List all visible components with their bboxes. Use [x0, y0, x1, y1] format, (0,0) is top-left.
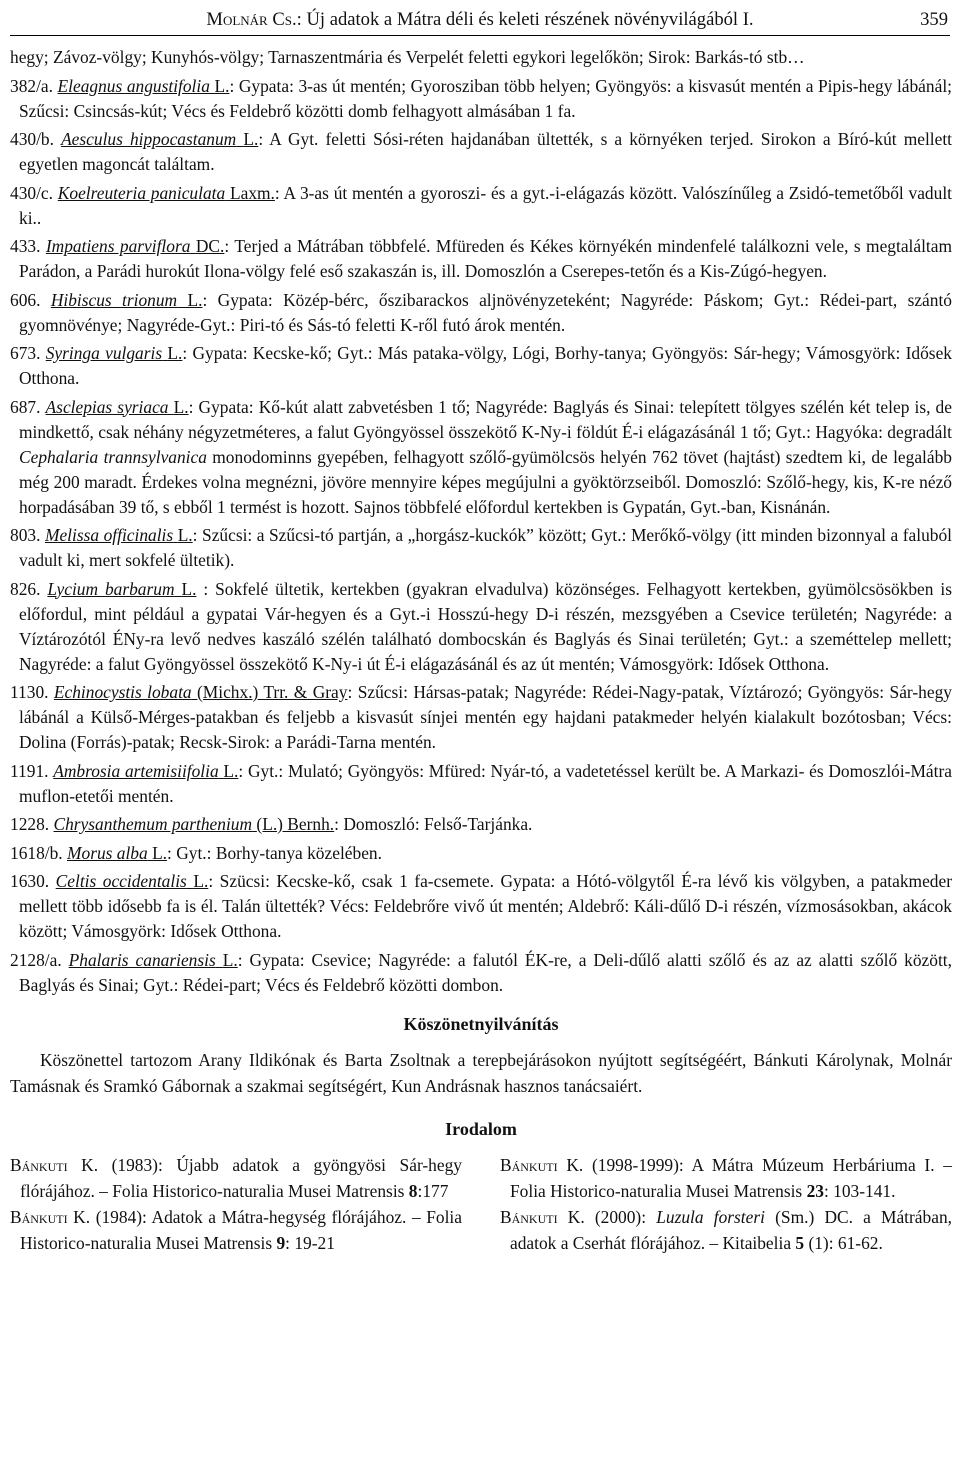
reference-item: Bánkuti K. (1998-1999): A Mátra Múzeum Herbáriuma I. – Folia Historico-naturalia Musei Matrensis 23: 103-141.: [500, 1154, 952, 1201]
entry-text: : Gypata: Kő-kút alatt zabvetésben 1 tő; Nagyréde: Baglyás és Sinai: telepített tölgyes szélén két telep is, de mindkettő, csak néhány négyzetméteres, a falut Gyöngyössel összekötő K-Ny-i földút É-i elágazásánál 1 tő; Gyt.: Hagyóka: degradált: [19, 396, 952, 442]
entry-number: 803.: [10, 525, 41, 545]
entry-number: 430/b.: [10, 129, 54, 149]
species-author: L.: [152, 842, 168, 863]
reference-column-right: [500, 1152, 952, 1256]
reference-list: [10, 1152, 952, 1256]
entry-text: : A Gyt. feletti Sósi-réten hajdanában ültették, s a környéken terjed. Sirokon a Bíró-kút mellett egyetlen magoncát találtam.: [19, 129, 953, 174]
species-name: Lycium barbarum: [47, 578, 175, 599]
species-entry: [10, 869, 952, 944]
species-entry: [10, 181, 952, 231]
species-name: Morus alba: [67, 842, 148, 863]
entry-text: : A 3-as út mentén a gyoroszi- és a gyt.-i-elágazás között. Valószínűleg a Zsidó-temetőből vadult ki..: [19, 182, 952, 228]
entry-text: : Szűcsi: a Szűcsi-tó partján, a „horgász-kuckók” között; Gyt.: Merőkő-völgy (itt minden bizonnyal a faluból vadult ki, mert sokfelé ültetik).: [19, 525, 953, 570]
reference-author: Bánkuti K.: [10, 1206, 91, 1227]
species-author: L.: [214, 75, 230, 96]
species-author: (Michx.) Trr. & Gray: [197, 682, 348, 702]
reference-item: Bánkuti K. (2000): Luzula forsteri (Sm.) DC. a Mátrában, adatok a Cserhát flórájához. – Kitaibelia 5 (1): 61-62.: [500, 1206, 952, 1253]
entry-text: : Gyt.: Borhy-tanya közelében.: [167, 842, 382, 863]
entry-text: : Szűcsi: Hársas-patak; Nagyréde: Rédei-Nagy-patak, Víztározó; Gyöngyös: Sár-hegy lábánál a Külső-Mérges-patakban és feljebb a kisvasút sínjei mentén egy hajdani patakmeder helyén kialakult bozótosban; Vécs: Dolina (Forrás)-patak; Recsk-Sirok: a Parádi-Tarna mentén.: [19, 682, 952, 752]
species-author: DC.: [195, 236, 225, 256]
entry-text: : Gypata: Csevice; Nagyréde: a falutól ÉK-re, a Deli-dűlő alatti szőlő és az az alatti szőlő között, Baglyás és Sinai; Gyt.: Rédei-part; Vécs és Feldebrő közötti dombon.: [19, 949, 952, 995]
species-author: L.: [181, 578, 197, 599]
reference-author: Bánkuti K.: [500, 1206, 585, 1227]
species-name: Asclepias syriaca: [45, 396, 169, 417]
entry-number: 1191.: [10, 760, 49, 781]
species-name: Koelreuteria paniculata: [57, 182, 226, 203]
species-author: Laxm.: [229, 182, 275, 203]
entry-number: 430/c.: [10, 182, 53, 203]
reference-author: Bánkuti K.: [10, 1154, 99, 1175]
species-author: L.: [177, 525, 193, 545]
entry-continuation: hegy; Závoz-völgy; Kunyhós-völgy; Tarnaszentmária és Verpelét feletti egykori legelőkön; Sirok: Barkás-tó stb…: [10, 47, 805, 67]
entry-text: : Gyt.: Mulató; Gyöngyös: Mfüred: Nyár-tó, a vadetetéssel került be. A Markazi- és Domoszlói-Mátra muflon-etetői mentén.: [19, 760, 952, 806]
reference-item: Bánkuti K. (1983): Újabb adatok a gyöngyösi Sár-hegy flórájához. – Folia Historico-naturalia Musei Matrensis 8:177: [10, 1154, 462, 1201]
species-author: L.: [187, 289, 203, 310]
species-name: Phalaris canariensis: [68, 949, 216, 970]
entry-number: 433.: [10, 236, 41, 256]
species-author: (L.) Bernh.: [256, 814, 335, 834]
entry-number: 1228.: [10, 814, 50, 834]
literature-title: Irodalom: [445, 1118, 517, 1139]
header-author: Molnár Cs.: [206, 9, 297, 30]
entry-number: 2128/a.: [10, 949, 62, 970]
reference-volume: 8: [408, 1180, 418, 1201]
entry-number: 1130.: [10, 682, 49, 702]
entry-text: : Sokfelé ültetik, kertekben (gyakran elvadulva) közönséges. Felhagyott kertekben, gyümölcsösökben is előfordul, mint például a gypatai Vár-hegyen és a Gyt.-i Hosszú-hegy D-i részén, mezsgyében a Csevice területén; Nagyréde: a Víztározótól ÉNy-ra levő nedves kaszáló szélén található dombocskán és Baglyás és Sinai területén; Gyt.: a szeméttelep mellett; Nagyréde: a falut Gyöngyössel összekötő K-Ny-i út É-i elágazásánál és az út mentén; Vámosgyörk: Idősek Otthona.: [19, 578, 952, 674]
species-author: L.: [167, 343, 183, 363]
species-entry: [10, 759, 952, 809]
species-entry: [10, 288, 952, 338]
entry-number: 826.: [10, 578, 41, 599]
species-name: Chrysanthemum parthenium: [53, 814, 253, 834]
reference-item: Bánkuti K. (1984): Adatok a Mátra-hegység flórájához. – Folia Historico-naturalia Musei Matrensis 9: 19-21: [10, 1206, 462, 1253]
species-entry: [10, 680, 952, 755]
page-number: 359: [920, 9, 948, 30]
species-name: Echinocystis lobata: [53, 682, 192, 702]
reference-column-left: [10, 1152, 462, 1256]
species-name: Melissa officinalis: [44, 525, 174, 545]
reference-volume: 5: [795, 1232, 805, 1253]
species-author: L.: [223, 760, 239, 781]
article-body: [10, 45, 952, 1256]
species-entry: [10, 841, 952, 866]
species-entry: [10, 577, 952, 677]
species-name: Hibiscus trionum: [50, 289, 178, 310]
species-entry: [10, 234, 952, 284]
species-author: L.: [243, 129, 259, 149]
header-title: : Új adatok a Mátra déli és keleti részének növényvilágából I.: [296, 9, 754, 30]
entry-text: : Terjed a Mátrában többfelé. Mfüreden és Kékes környékén mindenfelé találkozni vele, s megtaláltam Parádon, a Parádi hurokút Ilona-völgy felé eső szakaszán is, ill. Domoszlón a Cserepes-tetőn és a Kis-Zúgó-hegyen.: [19, 236, 952, 281]
species-entry: [10, 948, 952, 998]
entry-text: : Domoszló: Felső-Tarjánka.: [334, 814, 533, 834]
species-name: Impatiens parviflora: [45, 236, 191, 256]
entry-text-continued: monodominns gyepében, felhagyott szőlő-gyümölcsös helyén 762 tövet (hajtást) szedtem ki, de legalább még 200 maradt. Érdekes volna megnézni, jövöre mennyire képes megújulni a gyöktörzseiből. Domoszló: Szőlő-hegy, kis, K-re néző horpadásában 39 tő, s ebből 1 termést is hozott. Sajnos többfelé előfordul kertekben is Gypatán, Gyt.-ban, Kisnánán.: [19, 446, 952, 517]
species-name: Ambrosia artemisiifolia: [53, 760, 219, 781]
reference-species-name: Luzula forsteri: [656, 1206, 765, 1227]
species-name: Eleagnus angustifolia: [57, 75, 210, 96]
entry-number: 687.: [10, 396, 41, 417]
entry-number: 606.: [10, 289, 41, 310]
species-name: Aesculus hippocastanum: [61, 129, 237, 149]
species-author: L.: [222, 949, 238, 970]
cited-species-name: Cephalaria trannsylvanica: [19, 446, 207, 467]
running-header: [10, 6, 950, 36]
entry-text: : Szücsi: Kecske-kő, csak 1 fa-csemete. Gypata: a Hótó-völgytől É-ra lévő kis völgyben, a patakmeder mellett több idősebb fa is él. Talán ültették? Vécs: Feldebrőre vivő út mentén; Aldebrő: Káli-dűlő D-i részén, vízmosásokban, akácok között; Vámosgyörk: Idősek Otthona.: [19, 871, 952, 941]
species-name: Syringa vulgaris: [45, 343, 163, 363]
species-author: L.: [173, 396, 189, 417]
entry-text: : Gypata: Közép-bérc, őszibarackos aljnövényzeteként; Nagyréde: Páskom; Gyt.: Rédei-part, szántó gyomnövénye; Nagyréde-Gyt.: Piri-tó és Sás-tó feletti K-ről futó árok mentén.: [19, 289, 952, 335]
species-author: L.: [193, 871, 209, 891]
species-entry: [10, 395, 952, 520]
entry-number: 382/a.: [10, 75, 53, 96]
reference-volume: 9: [276, 1232, 286, 1253]
species-entry: [10, 812, 952, 837]
species-name: Celtis occidentalis: [55, 871, 187, 891]
reference-author: Bánkuti K.: [500, 1154, 584, 1175]
species-entry: [10, 341, 952, 391]
entry-number: 1630.: [10, 871, 50, 891]
species-entry: [10, 127, 952, 177]
entry-text: : Gypata: 3-as út mentén; Gyorosziban több helyen; Gyöngyös: a kisvasút mentén a Pipis-hegy lábánál; Szűcsi: Csincsás-kút; Vécs és Feldebrő közötti domb felhagyott almásában 1 fa.: [19, 75, 952, 121]
entry-number: 1618/b.: [10, 842, 63, 863]
species-entry: [10, 523, 952, 573]
acknowledgements-text: Köszönettel tartozom Arany Ildikónak és Barta Zsoltnak a terepbejárásokon nyújtott segítségéért, Bánkuti Károlynak, Molnár Tamásnak és Sramkó Gábornak a szakmai segítségért, Kun Andrásnak hasznos tanácsaiért.: [10, 1049, 952, 1096]
entry-text: : Gypata: Kecske-kő; Gyt.: Más pataka-völgy, Lógi, Borhy-tanya; Gyöngyös: Sár-hegy; Vámosgyörk: Idősek Otthona.: [19, 343, 952, 388]
reference-volume: 23: [806, 1180, 824, 1201]
acknowledgements-title: Köszönetnyilvánítás: [403, 1013, 559, 1034]
entry-number: 673.: [10, 343, 41, 363]
species-entry: [10, 74, 952, 124]
